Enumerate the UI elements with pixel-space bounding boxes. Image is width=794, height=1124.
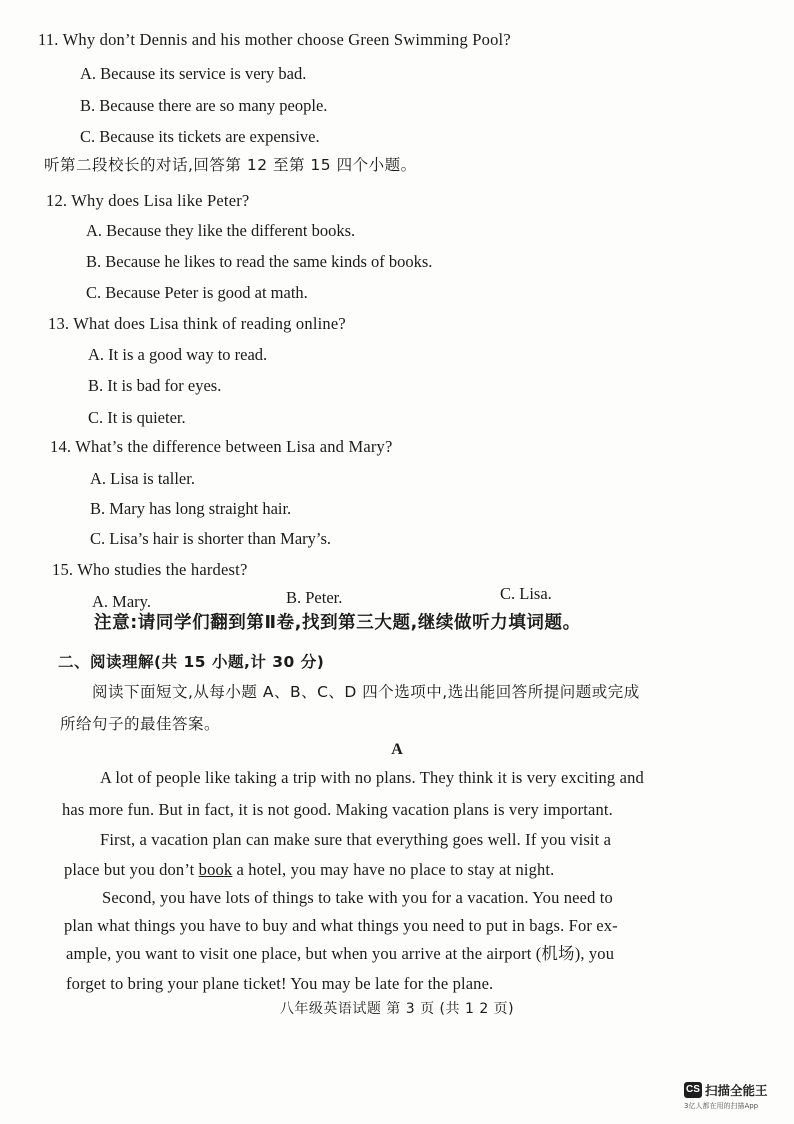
question-15: 15. Who studies the hardest? <box>52 560 248 579</box>
scanner-logo <box>684 1080 794 1116</box>
passage-p1-line-2: has more fun. But in fact, it is not good. Making vacation plans is very important. <box>62 800 613 819</box>
passage-label: A <box>391 741 403 758</box>
listening-notice: 注意:请同学们翻到第Ⅱ卷,找到第三大题,继续做听力填词题。 <box>94 613 581 633</box>
underlined-word-book: book <box>198 860 233 879</box>
option-12-c: C. Because Peter is good at math. <box>86 283 308 302</box>
passage-p1-line-1: A lot of people like taking a trip with no plans. They think it is very exciting and <box>100 768 644 787</box>
option-12-a: A. Because they like the different books. <box>86 221 356 240</box>
passage-p3-line-3: ample, you want to visit one place, but when you arrive at the airport (机场), you <box>66 944 615 963</box>
option-13-c: C. It is quieter. <box>88 408 186 427</box>
scanner-logo-icon: CS <box>684 1082 702 1098</box>
scanner-logo-name: 扫描全能王 <box>705 1083 768 1098</box>
reading-instruction-line-1: 阅读下面短文,从每小题 A、B、C、D 四个选项中,选出能回答所提问题或完成 <box>92 683 640 701</box>
section-2-instruction: 听第二段校长的对话,回答第 12 至第 15 四个小题。 <box>44 156 417 174</box>
option-11-a: A. Because its service is very bad. <box>80 64 307 83</box>
scanner-logo-tagline: 3亿人都在用的扫描App <box>684 1102 759 1110</box>
page-footer: 八年级英语试题 第 3 页 (共 1 2 页) <box>279 1001 515 1017</box>
question-12: 12. Why does Lisa like Peter? <box>46 191 250 210</box>
option-13-a: A. It is a good way to read. <box>88 345 268 364</box>
option-14-a: A. Lisa is taller. <box>90 469 195 488</box>
option-15-c: C. Lisa. <box>500 584 552 603</box>
question-11: 11. Why don’t Dennis and his mother choose Green Swimming Pool? <box>38 30 511 49</box>
passage-p2-text-post: a hotel, you may have no place to stay at night. <box>232 860 555 879</box>
passage-p3-line-1: Second, you have lots of things to take with you for a vacation. You need to <box>102 888 613 907</box>
option-13-b: B. It is bad for eyes. <box>88 376 222 395</box>
question-14: 14. What’s the difference between Lisa and Mary? <box>50 437 393 456</box>
question-13: 13. What does Lisa think of reading online? <box>48 314 346 333</box>
passage-p2-text-pre: place but you don’t <box>64 860 199 879</box>
passage-p3-line-2: plan what things you have to buy and what things you need to put in bags. For ex- <box>64 916 618 935</box>
reading-section-heading: 二、阅读理解(共 15 小题,计 30 分) <box>58 653 325 671</box>
option-11-b: B. Because there are so many people. <box>80 96 328 115</box>
option-15-b: B. Peter. <box>286 588 343 607</box>
passage-p2-line-2 <box>64 860 554 880</box>
option-11-c: C. Because its tickets are expensive. <box>80 127 320 146</box>
option-15-a: A. Mary. <box>92 592 151 611</box>
reading-instruction-line-2: 所给句子的最佳答案。 <box>60 715 221 733</box>
option-14-b: B. Mary has long straight hair. <box>90 499 292 518</box>
passage-p2-line-1: First, a vacation plan can make sure that everything goes well. If you visit a <box>100 830 612 849</box>
option-12-b: B. Because he likes to read the same kinds of books. <box>86 252 433 271</box>
passage-p3-line-4: forget to bring your plane ticket! You may be late for the plane. <box>66 974 494 993</box>
option-14-c: C. Lisa’s hair is shorter than Mary’s. <box>90 529 332 548</box>
